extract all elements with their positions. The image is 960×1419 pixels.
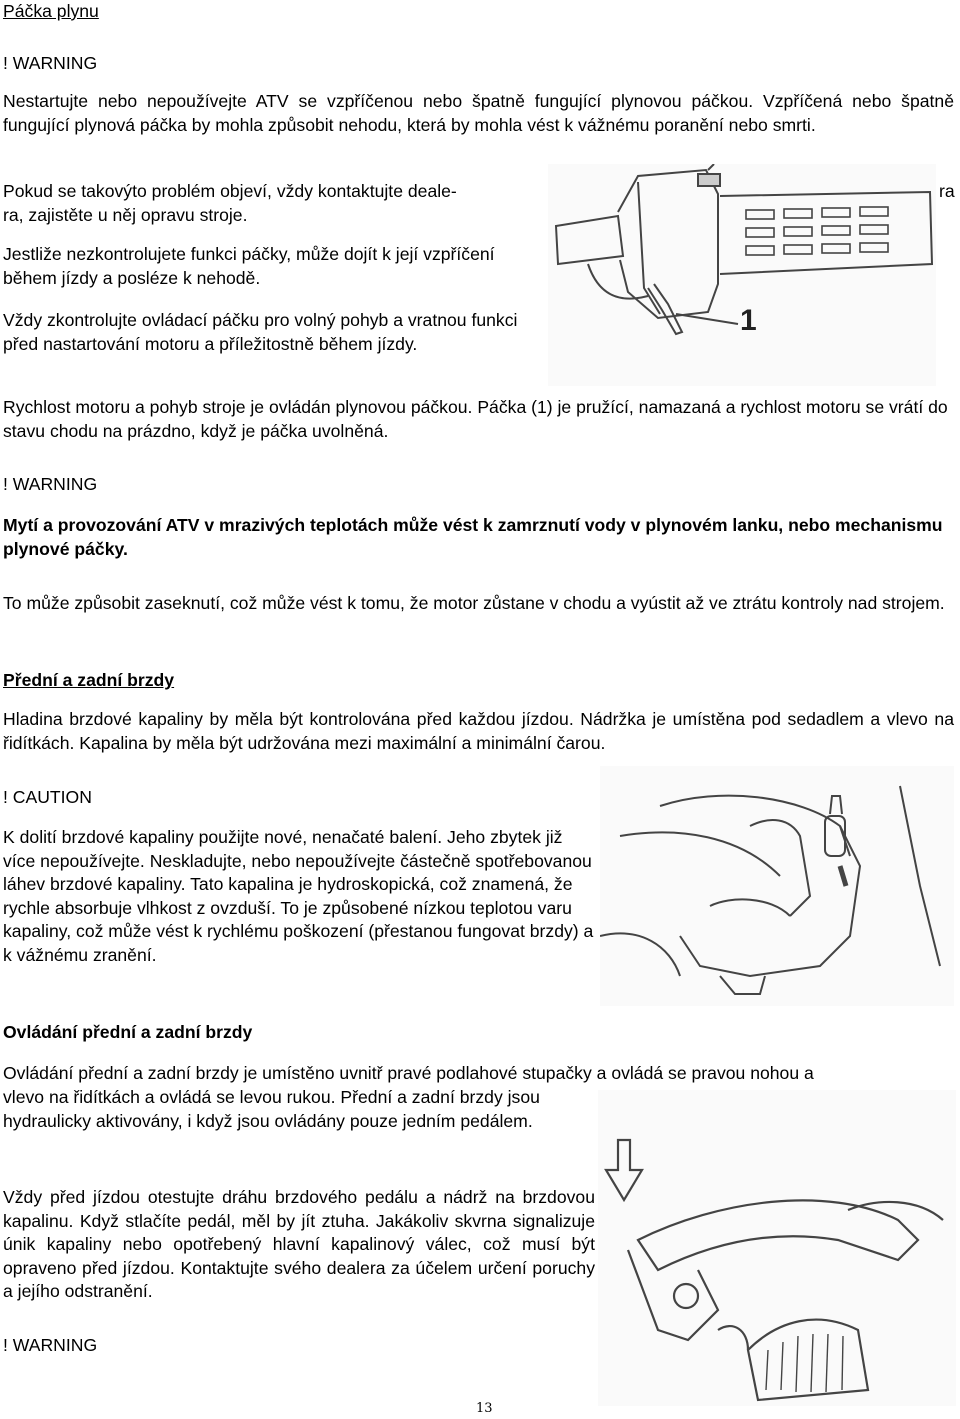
paragraph: Vždy před jízdou otestujte dráhu brzdového pedálu a nádrž na brzdovou kapalinu. Když stlačíte pedál, měl by jít ztuha. Jakákoliv skvrna signalizuje únik kapaliny nebo opotřebený hlavní kapalinový válec, což musí být opraveno před jízdou. Kontaktujte svého dealera za účelem určení poruchy a jejího odstranění.: [3, 1187, 595, 1301]
section-title-brake-controls: Ovládání přední a zadní brzdy: [3, 1022, 253, 1042]
caution-label: ! CAUTION: [3, 787, 92, 807]
warning-label: ! WARNING: [3, 1335, 98, 1355]
figure-callout-label: 1: [740, 304, 757, 337]
paragraph-line: Pokud se takovýto problém objeví, vždy kontaktujte deale-: [3, 181, 457, 201]
paragraph-bold: Mytí a provozování ATV v mrazivých teplotách může vést k zamrznutí vody v plynovém lanku, nebo mechanismu plynové páčky.: [3, 515, 943, 559]
paragraph: Nestartujte nebo nepoužívejte ATV se vzpříčenou nebo špatně fungující plynovou páčkou. Vzpříčená nebo špatně fungující plynová páčka by mohla způsobit nehodu, která by mohla vést k vážnému poranění nebo smrti.: [3, 91, 954, 135]
warning-label: ! WARNING: [3, 53, 98, 73]
section-title-throttle: Páčka plynu: [3, 1, 99, 21]
section-title-brakes: Přední a zadní brzdy: [3, 670, 175, 690]
paragraph: Vždy zkontrolujte ovládací páčku pro volný pohyb a vratnou funkci před nastartování motoru a příležitostně během jízdy.: [3, 310, 518, 354]
throttle-lever-illustration: [548, 164, 936, 386]
paragraph: Jestliže nezkontrolujete funkci páčky, může dojít k její vzpříčení během jízdy a posléze k nehodě.: [3, 244, 495, 288]
text-fragment: ra: [939, 181, 955, 201]
brake-lever-illustration: [598, 1090, 956, 1406]
paragraph-line: ra, zajistěte u něj opravu stroje.: [3, 205, 248, 225]
brake-reservoir-illustration: [600, 766, 954, 1006]
page-number: 13: [476, 1401, 493, 1416]
paragraph-line: Ovládání přední a zadní brzdy je umístěno uvnitř pravé podlahové stupačky a ovládá se pravou nohou a: [3, 1063, 814, 1083]
paragraph: Hladina brzdové kapaliny by měla být kontrolována před každou jízdou. Nádržka je umístěna pod sedadlem a vlevo na řidítkách. Kapalina by měla být udržována mezi maximální a minimální čarou.: [3, 709, 954, 753]
paragraph: vlevo na řidítkách a ovládá se levou rukou. Přední a zadní brzdy jsou hydraulicky aktivovány, i když jsou ovládány pouze jedním pedálem.: [3, 1087, 540, 1131]
paragraph: Rychlost motoru a pohyb stroje je ovládán plynovou páčkou. Páčka (1) je pružící, namazaná a rychlost motoru se vrátí do stavu chodu na prázdno, když je páčka uvolněná.: [3, 397, 948, 441]
warning-label: ! WARNING: [3, 474, 98, 494]
paragraph: K dolití brzdové kapaliny použijte nové, nenačaté balení. Jeho zbytek již více nepoužívejte. Neskladujte, nebo nepoužívejte částečně spotřebovanou láhev brzdové kapaliny. Tato kapalina je hydroskopická, což znamená, že rychle absorbuje vlhkost z ovzduší. To je způsobené nízkou teplotou varu kapaliny, což může vést k rychlému poškození (přestanou fungovat brzdy) a k vážnému zranění.: [3, 827, 594, 965]
paragraph: To může způsobit zaseknutí, což může vést k tomu, že motor zůstane v chodu a vyústit až ve ztrátu kontroly nad strojem.: [3, 593, 945, 613]
